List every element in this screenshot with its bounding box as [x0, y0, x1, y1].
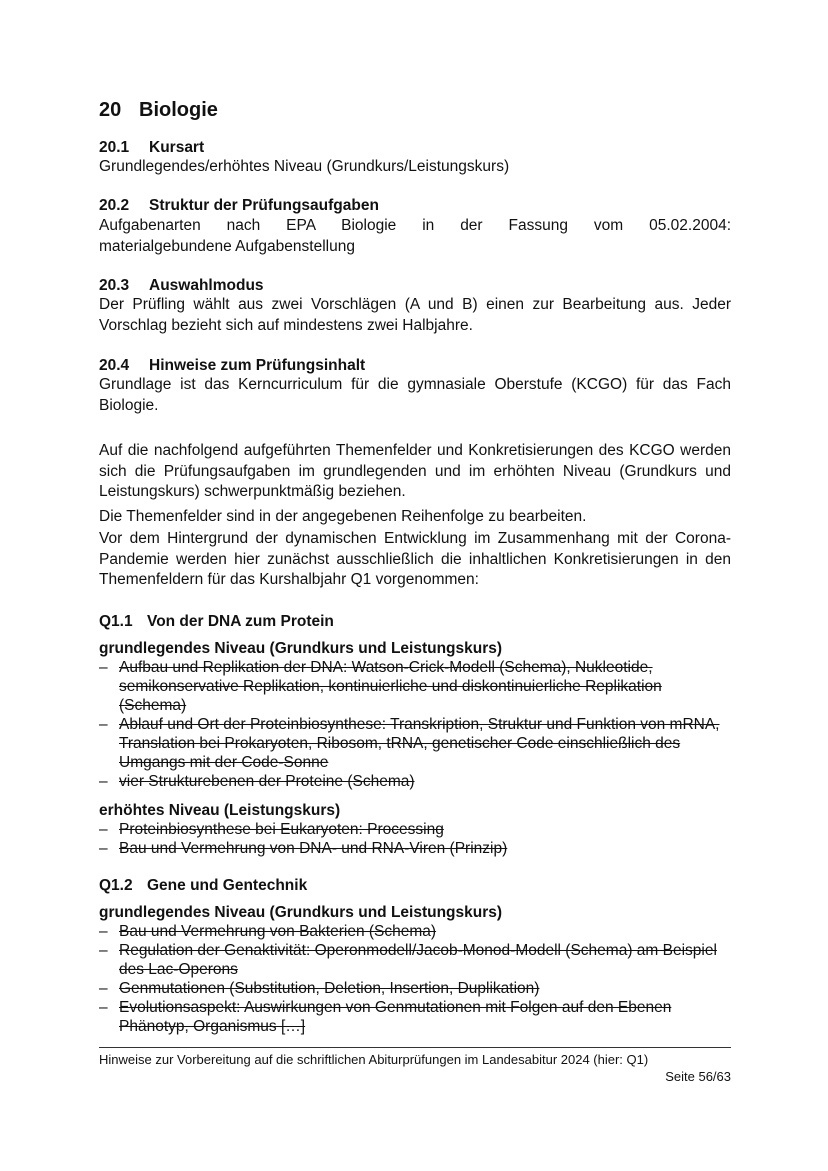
q12-basic-label: grundlegendes Niveau (Grundkurs und Leistungskurs): [99, 904, 503, 921]
hinweise-text-themenfelder: Auf die nachfolgend aufgeführten Themenfelder und Konkretisierungen des KCGO werden sich die Prüfungsaufgaben im grundlegenden und im erhöhten Niveau (Grundkurs und Leistungskurs) schwerpunktmäßig beziehen.: [99, 442, 731, 500]
chapter-heading: [99, 98, 731, 122]
struck-item-text: Regulation der Genaktivität: Operonmodell/Jacob-Monod-Modell (Schema) am Beispiel des Lac-Operons: [119, 942, 717, 978]
section-heading-kursart: [99, 138, 731, 158]
section-title: Kursart: [149, 139, 205, 156]
section-title: Auswahlmodus: [149, 277, 264, 294]
struck-item-text: Bau und Vermehrung von Bakterien (Schema): [119, 923, 437, 940]
dash-bullet: –: [99, 980, 108, 997]
struktur-text-line2: materialgebundene Aufgabenstellung: [99, 238, 355, 255]
dash-bullet: –: [99, 659, 108, 676]
auswahlmodus-text: Der Prüfling wählt aus zwei Vorschlägen (A und B) einen zur Bearbeitung aus. Jeder Vorschlag bezieht sich auf mindestens zwei Halbjahre.: [99, 296, 731, 334]
topic-heading-q12: [99, 876, 731, 896]
chapter-number: 20: [99, 99, 122, 121]
dash-bullet: –: [99, 942, 108, 959]
section-title: Hinweise zum Prüfungsinhalt: [149, 357, 366, 374]
topic-heading-q11: [99, 612, 731, 632]
list-item: [99, 658, 731, 715]
footer-divider: [99, 1047, 731, 1048]
struck-item-text: Ablauf und Ort der Proteinbiosynthese: Transkription, Struktur und Funktion von mRNA, Translation bei Prokaryoten, Ribosom, tRNA, genetischer Code einschließlich des Umgangs mit der Code-Sonne: [119, 716, 720, 771]
dash-bullet: –: [99, 840, 108, 857]
list-item: [99, 922, 731, 941]
dash-bullet: –: [99, 716, 108, 733]
dash-bullet: –: [99, 773, 108, 790]
dash-bullet: –: [99, 821, 108, 838]
struck-item-text: Evolutionsaspekt: Auswirkungen von Genmutationen mit Folgen auf den Ebenen Phänotyp, Organismus […]: [119, 999, 672, 1035]
list-item: [99, 772, 731, 791]
section-number: 20.3: [99, 277, 130, 294]
kursart-text: Grundlegendes/erhöhtes Niveau (Grundkurs/Leistungskurs): [99, 158, 510, 175]
struck-item-text: Genmutationen (Substitution, Deletion, Insertion, Duplikation): [119, 980, 540, 997]
topic-number: Q1.2: [99, 877, 133, 894]
q11-basic-list: [99, 658, 731, 791]
section-heading-hinweise: [99, 356, 731, 376]
q12-basic-list: [99, 922, 731, 1036]
footer-title: Hinweise zur Vorbereitung auf die schriftlichen Abiturprüfungen im Landesabitur 2024 (hier: Q1): [99, 1052, 649, 1067]
list-item: [99, 941, 731, 979]
hinweise-text-reihenfolge: Die Themenfelder sind in der angegebenen Reihenfolge zu bearbeiten.: [99, 508, 587, 525]
hinweise-text-corona: Vor dem Hintergrund der dynamischen Entwicklung im Zusammenhang mit der Corona-Pandemie werden hier zunächst ausschließlich die inhaltlichen Konkretisierungen in den Themenfeldern für das Kurshalbjahr Q1 vorgenommen:: [99, 530, 731, 588]
struck-item-text: Bau und Vermehrung von DNA- und RNA-Viren (Prinzip): [119, 840, 508, 857]
q11-adv-list: [99, 820, 731, 858]
section-number: 20.1: [99, 139, 130, 156]
topic-title: Von der DNA zum Protein: [147, 613, 334, 630]
struck-item-text: Aufbau und Replikation der DNA: Watson-Crick-Modell (Schema), Nukleotide, semikonservative Replikation, kontinuierliche und diskontinuierliche Replikation (Schema): [119, 659, 662, 714]
chapter-title: Biologie: [139, 99, 218, 121]
list-item: [99, 839, 731, 858]
list-item: [99, 715, 731, 772]
struktur-text-line1: Aufgabenarten nach EPA Biologie in der Fassung vom 05.02.2004:: [99, 217, 731, 234]
footer-page-number: Seite 56/63: [665, 1069, 731, 1084]
list-item: [99, 998, 731, 1036]
list-item: [99, 979, 731, 998]
struck-item-text: Proteinbiosynthese bei Eukaryoten: Processing: [119, 821, 444, 838]
section-heading-auswahlmodus: [99, 276, 731, 296]
struck-item-text: vier Strukturebenen der Proteine (Schema): [119, 773, 415, 790]
topic-number: Q1.1: [99, 613, 133, 630]
dash-bullet: –: [99, 999, 108, 1016]
section-heading-struktur: [99, 196, 731, 216]
topic-title: Gene und Gentechnik: [147, 877, 308, 894]
section-number: 20.2: [99, 197, 130, 214]
hinweise-text-grundlage: Grundlage ist das Kerncurriculum für die gymnasiale Oberstufe (KCGO) für das Fach Biologie.: [99, 376, 731, 414]
section-title: Struktur der Prüfungsaufgaben: [149, 197, 379, 214]
dash-bullet: –: [99, 923, 108, 940]
section-number: 20.4: [99, 357, 130, 374]
q11-adv-label: erhöhtes Niveau (Leistungskurs): [99, 802, 341, 819]
list-item: [99, 820, 731, 839]
q11-basic-label: grundlegendes Niveau (Grundkurs und Leistungskurs): [99, 640, 503, 657]
